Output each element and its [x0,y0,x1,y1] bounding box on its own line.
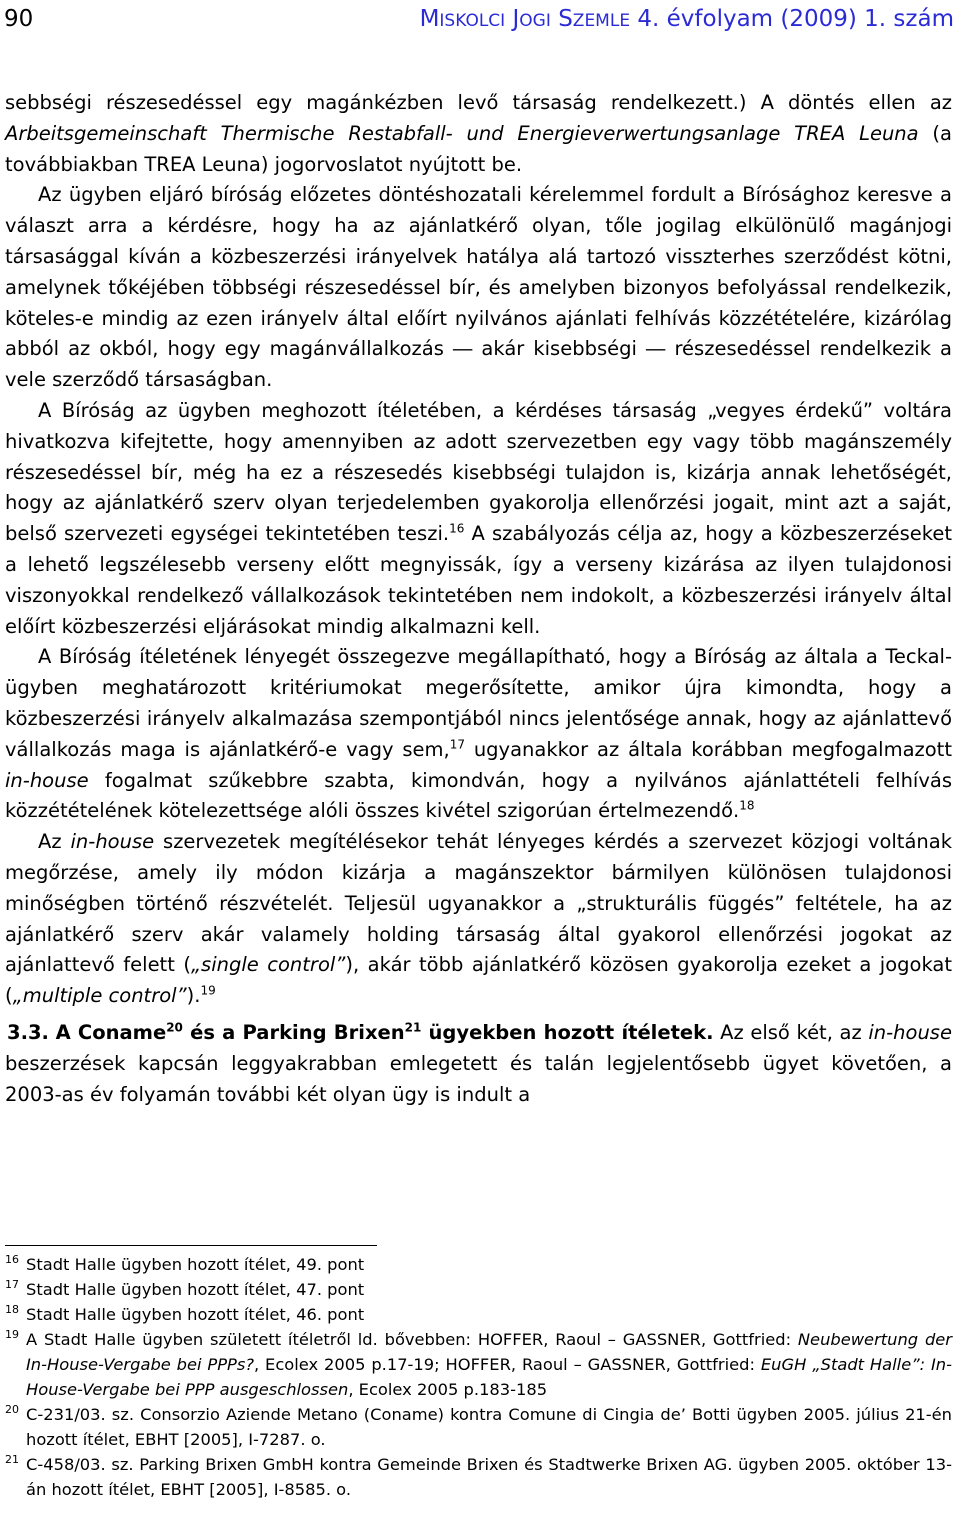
footnote-18: 18 Stadt Halle ügyben hozott ítélet, 46. pont [5,1303,365,1324]
footnote-separator [5,1245,377,1246]
section-heading: A Coname$^{20}$ és a Parking Brixen$^{21}$ ügyekben hozott ítéletek. [55,1020,714,1044]
footnote-ref-21[interactable]: 21 [404,1020,422,1035]
paragraph-1: sebbségi részesedéssel egy magánkézben levő társaság rendelkezett.) A döntés ellen az Arbeitsgemeinschaft Thermische Restabfall- und Energieverwertungsanlage TREA Leuna (a továbbiakban TREA Leuna) jogorvoslatot nyújtott be. [5,91,952,176]
paragraph-4: A Bíróság ítéletének lényegét összegezve megállapítható, hogy a Bíróság az általa a Teckal-ügyben meghatározott kritériumokat megerősítette, amikor újra kimondta, hogy a közbeszerzési irányelv alkalmazása szempontjából nincs jelentősége annak, hogy az ajánlattevő vállalkozás maga is ajánlatkérő-e vagy sem,$^{17}$ ugyanakkor az általa korábban megfogalmazott in-house fogalmat szűkebbre szabta, kimondván, hogy a nyilvános ajánlattételi felhívás közzétételének kötelezettsége alóli összes kivétel szigorúan értelmezendő.$^{18}$ [5,645,952,823]
section-number: 3.3. [7,1020,49,1044]
footnote-ref-18[interactable]: 18 [739,798,755,813]
section-paragraph: 3.3. A Coname$^{20}$ és a Parking Brixen$^{21}$ ügyekben hozott ítéletek. Az első két, az in-house beszerzések kapcsán leggyakrabban emlegetett és talán legjelentősebb ügyet követően, a 2003-as év folyamán további két olyan ügy is indult a [5,1020,952,1106]
main-text [5,88,952,1110]
paragraph-2: Az ügyben eljáró bíróság előzetes döntéshozatali kérelemmel fordult a Bírósághoz keresve a választ arra a kérdésre, hogy ha az ajánlatkérő olyan, tőle jogilag elkülönülő magánjogi társasággal kíván a közbeszerzési irányelvek hatálya alá tartozó visszterhes szerződést kötni, amelynek tőkéjében többségi részesedéssel bír, és amelyben bizonyos befolyással rendelkezik, köteles-e mindig az ezen irányelv által előírt nyilvános ajánlati felhívás közzétételére, kizárólag abból az okból, hogy egy magánvállalkozás ― akár kisebbségi ― részesedéssel rendelkezik a vele szerződő társaságban. [5,183,952,392]
footnote-17: 17 Stadt Halle ügyben hozott ítélet, 47. pont [5,1278,365,1299]
paragraph-5: Az in-house szervezetek megítélésekor tehát lényeges kérdés a szervezet közjogi voltának megőrzése, amely ily módon kizárja a magánszektor bármilyen különösen tulajdonosi minőségben történő részvételét. Teljesül ugyanakkor a „strukturális függés” feltétele, ha az ajánlatkérő szerv akár valamely holding társaság által gyakorol ellenőrzési jogokat az ajánlattevő felett („single control”), akár több ajánlatkérő közösen gyakorolja ezeket a jogokat („multiple control”).$^{19}$ [5,830,953,1008]
footnote-21: 21 C-458/03. sz. Parking Brixen GmbH kontra Gemeinde Brixen és Stadtwerke Brixen AG. ügyben 2005. október 13-án hozott ítélet, EBHT [2005], I-8585. o. [5,1453,952,1499]
paragraph-3: A Bíróság az ügyben meghozott ítéletében, a kérdéses társaság „vegyes érdekű” voltára hivatkozva kifejtette, hogy amennyiben az adott szervezetben egy vagy több magánszemély részesedéssel bír, még ha ez a részesedés kisebbségi tulajdon is, kizárja annak lehetőségét, hogy az ajánlatkérő szerv olyan terjedelemben gyakorolja ellenőrzési jogait, mint azt a saját, belső szervezeti egységei tekintetében teszi.$^{16}$ A szabályozás célja az, hogy a közbeszerzéseket a lehető legszélesebb verseny előtt megnyissák, így a verseny kizárása az ilyen tulajdonosi viszonyokkal rendelkező vállalkozások tekintetében nem indokolt, a közbeszerzési irányelv által előírt közbeszerzési eljárásokat mindig alkalmazni kell. [5,398,952,638]
footnotes [5,1252,952,1502]
footnote-ref-19[interactable]: 19 [200,983,216,998]
page-header [0,4,960,36]
footnote-ref-20[interactable]: 20 [166,1020,183,1035]
footnote-20: 20 C-231/03. sz. Consorzio Aziende Metano (Coname) kontra Comune di Cingia de’ Botti ügyben 2005. július 21-én hozott ítélet, EBHT [2005], I-7287. o. [5,1403,952,1449]
page-number: 90 [4,6,34,32]
footnote-16: 16 Stadt Halle ügyben hozott ítélet, 49. pont [5,1253,365,1274]
footnote-19: 19 A Stadt Halle ügyben született ítéletről ld. bővebben: HOFFER, Raoul – GASSNER, Gottfried: Neubewertung der In-House-Vergabe bei PPPs?, Ecolex 2005 p.17-19; HOFFER, Raoul – GASSNER, Gottfried: EuGH „Stadt Halle”: In-House-Vergabe bei PPP ausgeschlossen, Ecolex 2005 p.183-185 [5,1328,953,1399]
footnote-ref-17[interactable]: 17 [449,737,465,752]
footnote-ref-16[interactable]: 16 [449,521,465,536]
journal-running-title: MISKOLCI JOGI SZEMLE 4. évfolyam (2009) 1. szám [419,6,954,32]
